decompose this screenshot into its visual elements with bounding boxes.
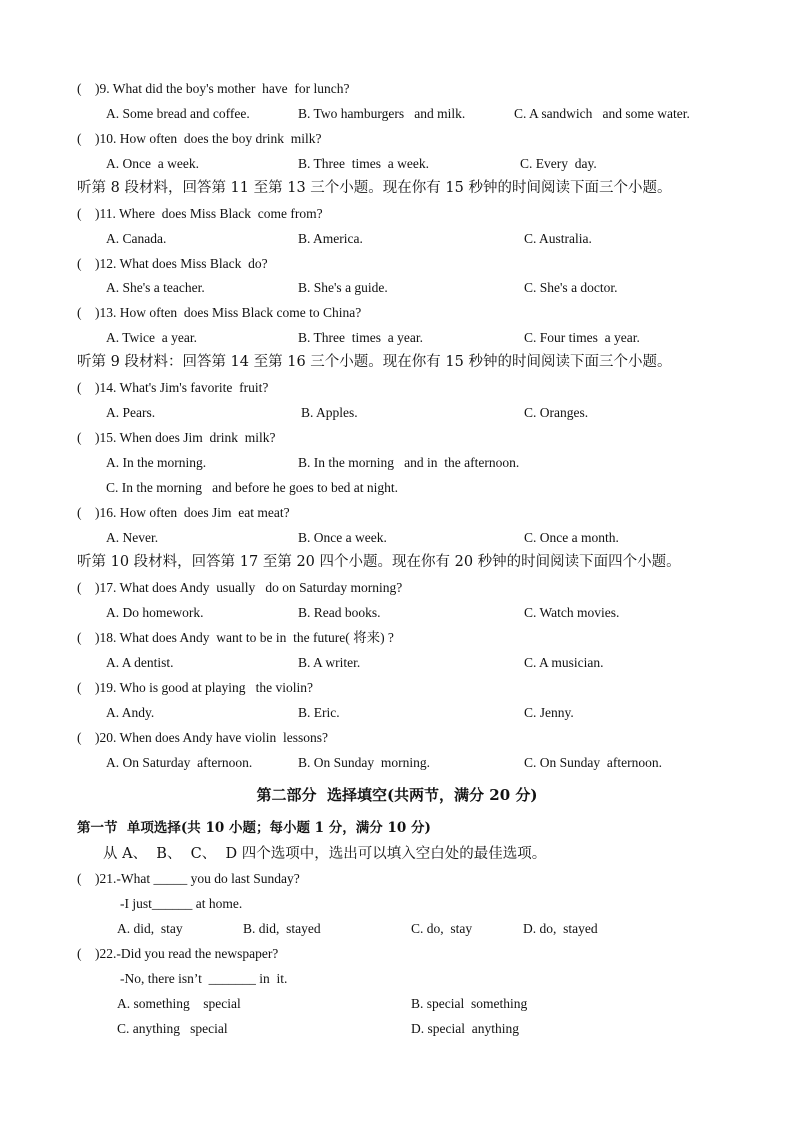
question-21-option-d: D. do, stayed xyxy=(523,921,598,936)
section-one-title: 第一节 单项选择(共 10 小题；每小题 1 分，满分 10 分) xyxy=(77,820,431,836)
question-10-option-a: A. Once a week. xyxy=(106,156,199,171)
question-21-response: -I just______ at home. xyxy=(120,896,243,911)
question-16-option-b: B. Once a week. xyxy=(298,530,387,545)
question-21-stem: ( )21.-What _____ you do last Sunday? xyxy=(77,871,300,886)
question-19-option-c: C. Jenny. xyxy=(524,705,574,720)
question-16-stem: ( )16. How often does Jim eat meat? xyxy=(77,505,290,520)
question-15-stem: ( )15. When does Jim drink milk? xyxy=(77,430,276,445)
question-17-option-a: A. Do homework. xyxy=(106,605,204,620)
instruction-passage-9: 听第 9 段材料：回答第 14 至第 16 三个小题。现在你有 15 秒钟的时间阅读下面三个小题。 xyxy=(77,354,672,370)
question-21-option-c: C. do, stay xyxy=(411,921,473,936)
question-13-option-a: A. Twice a year. xyxy=(106,330,198,345)
question-12-option-b: B. She's a guide. xyxy=(298,280,388,295)
question-17-option-b: B. Read books. xyxy=(298,605,381,620)
question-12-option-a: A. She's a teacher. xyxy=(106,280,205,295)
question-22-option-d: D. special anything xyxy=(411,1021,519,1036)
question-18-stem: ( )18. What does Andy want to be in the future( 将来) ? xyxy=(77,630,394,645)
question-12-option-c: C. She's a doctor. xyxy=(524,280,618,295)
instruction-passage-10: 听第 10 段材料，回答第 17 至第 20 四个小题。现在你有 20 秒钟的时间阅读下面四个小题。 xyxy=(77,554,681,570)
part-two-title: 第二部分 选择填空(共两节，满分 20 分) xyxy=(256,786,538,804)
question-10-option-b: B. Three times a week. xyxy=(298,156,429,171)
question-22-stem: ( )22.-Did you read the newspaper? xyxy=(77,946,279,961)
question-21-option-b: B. did, stayed xyxy=(243,921,321,936)
question-11-option-b: B. America. xyxy=(298,231,363,246)
question-9-option-b: B. Two hamburgers and milk. xyxy=(298,106,466,121)
question-13-option-b: B. Three times a year. xyxy=(298,330,423,345)
question-11-option-a: A. Canada. xyxy=(106,231,167,246)
question-18-option-a: A. A dentist. xyxy=(106,655,174,670)
question-13-stem: ( )13. How often does Miss Black come to China? xyxy=(77,305,362,320)
question-20-option-a: A. On Saturday afternoon. xyxy=(106,755,253,770)
question-21-option-a: A. did, stay xyxy=(117,921,183,936)
question-9-option-a: A. Some bread and coffee. xyxy=(106,106,250,121)
question-19-option-b: B. Eric. xyxy=(298,705,340,720)
section-one-instruction: 从 A、 B、 C、 D 四个选项中，选出可以填入空白处的最佳选项。 xyxy=(103,846,547,862)
question-22-response: -No, there isn’t _______ in it. xyxy=(120,971,288,986)
question-22-option-c: C. anything special xyxy=(117,1021,228,1036)
question-15-option-c: C. In the morning and before he goes to bed at night. xyxy=(106,480,399,495)
question-11-option-c: C. Australia. xyxy=(524,231,592,246)
question-14-option-a: A. Pears. xyxy=(106,405,156,420)
question-22-option-b: B. special something xyxy=(411,996,528,1011)
question-16-option-a: A. Never. xyxy=(106,530,159,545)
question-9-option-c: C. A sandwich and some water. xyxy=(514,106,690,121)
question-16-option-c: C. Once a month. xyxy=(524,530,619,545)
question-18-option-b: B. A writer. xyxy=(298,655,361,670)
question-11-stem: ( )11. Where does Miss Black come from? xyxy=(77,206,323,221)
question-20-stem: ( )20. When does Andy have violin lessons? xyxy=(77,730,328,745)
question-20-option-c: C. On Sunday afternoon. xyxy=(524,755,662,770)
question-17-option-c: C. Watch movies. xyxy=(524,605,620,620)
question-14-option-c: C. Oranges. xyxy=(524,405,589,420)
question-9-stem: ( )9. What did the boy's mother have for lunch? xyxy=(77,81,350,96)
question-13-option-c: C. Four times a year. xyxy=(524,330,640,345)
question-15-option-b: B. In the morning and in the afternoon. xyxy=(298,455,520,470)
question-17-stem: ( )17. What does Andy usually do on Saturday morning? xyxy=(77,580,403,595)
question-18-option-c: C. A musician. xyxy=(524,655,604,670)
question-15-option-a: A. In the morning. xyxy=(106,455,207,470)
instruction-passage-8: 听第 8 段材料，回答第 11 至第 13 三个小题。现在你有 15 秒钟的时间阅读下面三个小题。 xyxy=(77,180,672,196)
question-19-stem: ( )19. Who is good at playing the violin? xyxy=(77,680,313,695)
question-10-option-c: C. Every day. xyxy=(520,156,597,171)
question-14-option-b: B. Apples. xyxy=(301,405,358,420)
question-19-option-a: A. Andy. xyxy=(106,705,155,720)
question-22-option-a: A. something special xyxy=(117,996,241,1011)
question-20-option-b: B. On Sunday morning. xyxy=(298,755,431,770)
question-14-stem: ( )14. What's Jim's favorite fruit? xyxy=(77,380,269,395)
question-12-stem: ( )12. What does Miss Black do? xyxy=(77,256,268,271)
question-10-stem: ( )10. How often does the boy drink milk? xyxy=(77,131,322,146)
